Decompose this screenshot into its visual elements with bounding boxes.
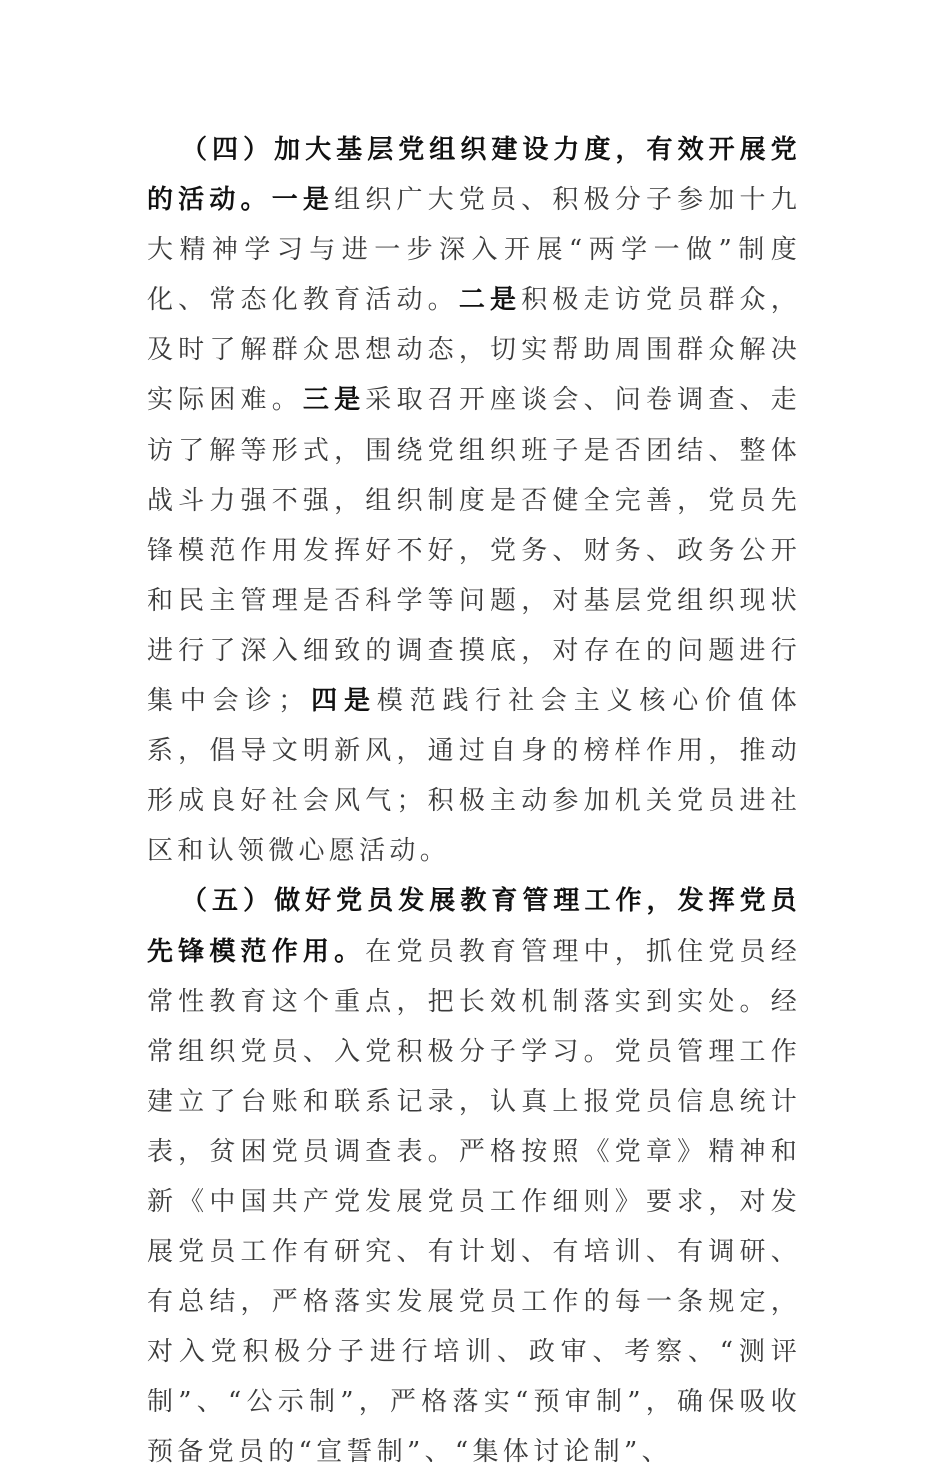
point-2-text: 积极走访党员群众，及时了解群众思想动态，切实帮助周围群众解决实际困难。 (147, 285, 801, 416)
point-3-text: 采取召开座谈会、问卷调查、走访了解等形式，围绕党组织班子是否团结、整体战斗力强不强，组织制度是否健全完善，党员先锋模范作用发挥好不好，党务、财务、政务公开和民主管理是否科学等问题，对基层党组织现状进行了深入细致的调查摸底，对存在的问题进行集中会诊； (147, 385, 801, 717)
point-4-label: 四是 (308, 686, 377, 717)
point-3-label: 三是 (302, 385, 366, 416)
point-4-text: 模范践行社会主义核心价值体系，倡导文明新风，通过自身的榜样作用，推动形成良好社会风气；积极主动参加机关党员进社区和认领微心愿活动。 (147, 686, 801, 867)
point-1-label: 一是 (271, 185, 335, 216)
section-4-paragraph (147, 125, 801, 876)
section-4-heading: （四）加大基层党组织建设力度，有效开展党的活动。 (147, 135, 801, 216)
section-5-text: 在党员教育管理中，抓住党员经常性教育这个重点，把长效机制落实到实处。经常组织党员、入党积极分子学习。党员管理工作建立了台账和联系记录，认真上报党员信息统计表，贫困党员调查表。严格按照《党章》精神和新《中国共产党发展党员工作细则》要求，对发展党员工作有研究、有计划、有培训、有调研、有总结，严格落实发展党员工作的每一条规定，对入党积极分子进行培训、政审、考察、“测评制”、“公示制”，严格落实“预审制”，确保吸收预备党员的“宣誓制”、“集体讨论制”、 (147, 936, 801, 1468)
document-page (147, 125, 801, 1478)
section-5-heading: （五）做好党员发展教育管理工作，发挥党员先锋模范作用。 (147, 886, 801, 967)
section-5-paragraph (147, 876, 801, 1477)
point-1-text: 组织广大党员、积极分子参加十九大精神学习与进一步深入开展“两学一做”制度化、常态化教育活动。 (147, 185, 801, 316)
point-2-label: 二是 (458, 285, 522, 316)
